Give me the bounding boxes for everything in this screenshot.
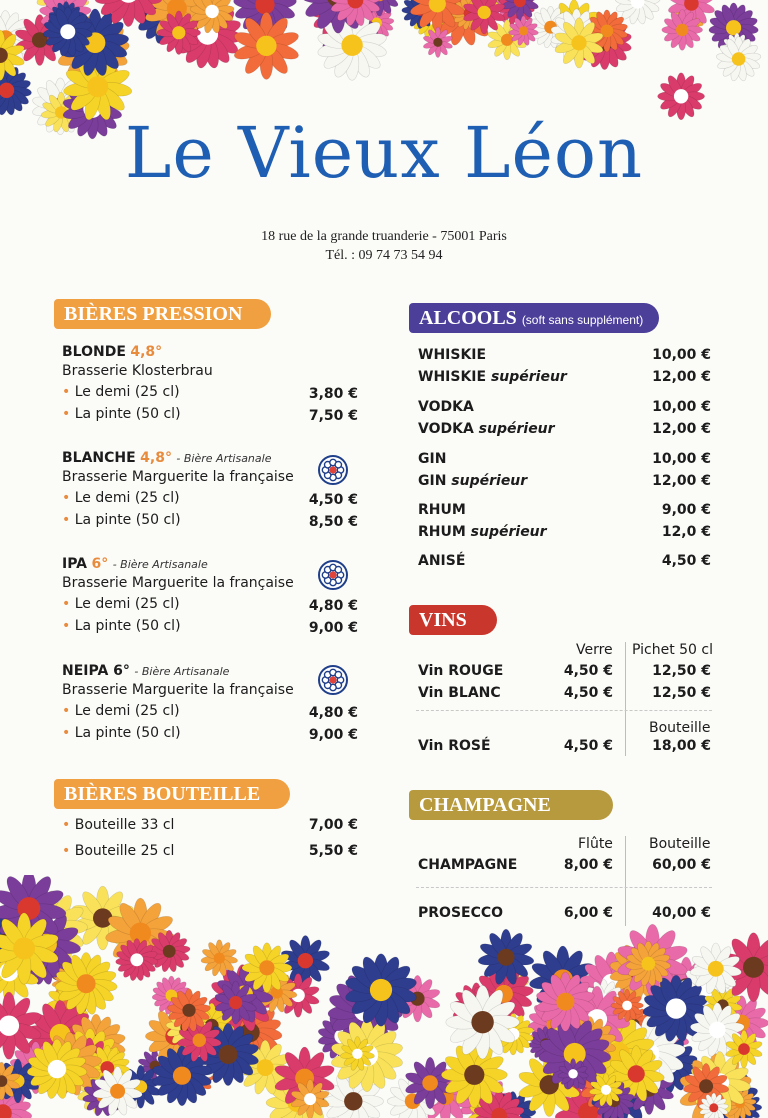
serving-label: Le demi (25 cl)	[74, 490, 180, 506]
alcool-name: RHUM	[418, 502, 466, 518]
price: 40,00 €	[652, 905, 711, 921]
price: 10,00 €	[652, 399, 711, 415]
alcool-name: WHISKIE	[418, 347, 487, 363]
price: 12,00 €	[652, 473, 711, 489]
restaurant-title: Le Vieux Léon	[124, 112, 644, 194]
section-heading-alcools	[409, 303, 659, 333]
alcools-heading: ALCOOLS	[419, 307, 517, 329]
beer-name: IPA	[62, 556, 88, 572]
serving-label: La pinte (50 cl)	[74, 406, 181, 422]
beer-title-ipa	[62, 556, 208, 572]
alcools-subheading: (soft sans supplément)	[521, 313, 644, 327]
price: 7,00 €	[308, 817, 358, 833]
section-heading-bieres-pression: BIÈRES PRESSION	[54, 299, 271, 329]
divider	[625, 642, 626, 756]
col-header-verre: Verre	[576, 642, 613, 658]
price: 7,50 €	[308, 408, 358, 424]
alcool-item	[418, 347, 486, 363]
bottle-item: • Bouteille 33 cl	[62, 817, 175, 833]
beer-brewery: Brasserie Marguerite la française	[62, 575, 294, 591]
beer-brewery: Brasserie Marguerite la française	[62, 469, 294, 485]
wine-name: Vin ROSÉ	[418, 738, 491, 754]
wine-name: Vin ROUGE	[418, 663, 504, 679]
serving-label: La pinte (50 cl)	[74, 512, 181, 528]
restaurant-address: 18 rue de la grande truanderie - 75001 Paris	[261, 229, 507, 244]
price: 4,80 €	[308, 705, 358, 721]
price: 4,50 €	[563, 738, 613, 754]
beer-brewery: Brasserie Marguerite la française	[62, 682, 294, 698]
beer-name: BLONDE	[62, 344, 126, 360]
col-header-pichet: Pichet 50 cl	[632, 642, 713, 658]
bottle-label: Bouteille 33 cl	[74, 817, 175, 833]
alcool-name: GIN	[418, 451, 447, 467]
price: 12,00 €	[652, 421, 711, 437]
marguerite-logo-icon	[318, 560, 348, 590]
col-header-bouteille: Bouteille	[649, 720, 711, 736]
beer-serving: • La pinte (50 cl)	[62, 725, 181, 741]
alcool-name: ANISÉ	[418, 553, 466, 569]
price: 60,00 €	[652, 857, 711, 873]
champagne-name: CHAMPAGNE	[418, 857, 518, 873]
alcool-name: VODKA	[418, 399, 474, 415]
beer-title-neipa	[62, 663, 229, 679]
bottle-label: Bouteille 25 cl	[74, 843, 175, 859]
section-heading-bieres-bouteille: BIÈRES BOUTEILLE	[54, 779, 290, 809]
price: 12,50 €	[652, 685, 711, 701]
beer-title-blonde	[62, 344, 162, 360]
beer-title-blanche	[62, 450, 271, 466]
price: 4,50 €	[563, 663, 613, 679]
price: 9,00 €	[308, 727, 358, 743]
divider	[416, 710, 712, 711]
alcool-item	[418, 421, 555, 437]
beer-serving: • Le demi (25 cl)	[62, 703, 180, 719]
beer-serving: • Le demi (25 cl)	[62, 490, 180, 506]
alcool-name: RHUM	[418, 524, 466, 540]
alcool-superior: supérieur	[470, 524, 547, 540]
col-header-flute: Flûte	[578, 836, 613, 852]
restaurant-phone: Tél. : 09 74 73 54 94	[325, 248, 443, 263]
serving-label: La pinte (50 cl)	[74, 725, 181, 741]
beer-degree: 4,8°	[140, 450, 172, 466]
price: 9,00 €	[661, 502, 711, 518]
beer-degree: 6°	[91, 556, 109, 572]
alcool-item	[418, 399, 474, 415]
serving-label: Le demi (25 cl)	[74, 384, 180, 400]
beer-serving: • Le demi (25 cl)	[62, 384, 180, 400]
col-header-bouteille: Bouteille	[649, 836, 711, 852]
price: 9,00 €	[308, 620, 358, 636]
beer-note: - Bière Artisanale	[134, 665, 230, 678]
price: 10,00 €	[652, 451, 711, 467]
alcool-superior: supérieur	[490, 369, 567, 385]
price: 12,50 €	[652, 663, 711, 679]
section-heading-champagne: CHAMPAGNE	[409, 790, 613, 820]
serving-label: La pinte (50 cl)	[74, 618, 181, 634]
bottle-item: • Bouteille 25 cl	[62, 843, 175, 859]
alcool-item	[418, 369, 567, 385]
price: 18,00 €	[652, 738, 711, 754]
alcool-item	[418, 451, 446, 467]
price: 8,00 €	[563, 857, 613, 873]
price: 8,50 €	[308, 514, 358, 530]
alcool-name: GIN	[418, 473, 447, 489]
marguerite-logo-icon	[318, 665, 348, 695]
beer-serving: • Le demi (25 cl)	[62, 596, 180, 612]
price: 4,50 €	[563, 685, 613, 701]
price: 12,00 €	[652, 369, 711, 385]
price: 10,00 €	[652, 347, 711, 363]
price: 4,50 €	[661, 553, 711, 569]
serving-label: Le demi (25 cl)	[74, 596, 180, 612]
beer-serving: • La pinte (50 cl)	[62, 512, 181, 528]
divider	[625, 836, 626, 926]
alcool-name: WHISKIE	[418, 369, 487, 385]
alcool-item	[418, 553, 465, 569]
marguerite-logo-icon	[318, 455, 348, 485]
beer-degree: 4,8°	[130, 344, 163, 360]
beer-brewery: Brasserie Klosterbrau	[62, 363, 213, 379]
beer-name: NEIPA 6°	[62, 663, 130, 679]
beer-serving: • La pinte (50 cl)	[62, 406, 181, 422]
beer-serving: • La pinte (50 cl)	[62, 618, 181, 634]
beer-note: - Bière Artisanale	[112, 558, 208, 571]
alcool-name: VODKA	[418, 421, 474, 437]
alcool-item	[418, 524, 547, 540]
price: 6,00 €	[563, 905, 613, 921]
wine-name: Vin BLANC	[418, 685, 501, 701]
alcool-superior: supérieur	[451, 473, 528, 489]
price: 4,80 €	[308, 598, 358, 614]
price: 5,50 €	[308, 843, 358, 859]
price: 3,80 €	[308, 386, 358, 402]
price: 12,0 €	[661, 524, 711, 540]
alcool-item	[418, 502, 466, 518]
alcool-superior: supérieur	[478, 421, 555, 437]
divider	[416, 887, 712, 888]
champagne-name: PROSECCO	[418, 905, 504, 921]
alcool-item	[418, 473, 527, 489]
section-heading-vins: VINS	[409, 605, 497, 635]
serving-label: Le demi (25 cl)	[74, 703, 180, 719]
beer-note: - Bière Artisanale	[176, 452, 272, 465]
beer-name: BLANCHE	[62, 450, 136, 466]
price: 4,50 €	[308, 492, 358, 508]
